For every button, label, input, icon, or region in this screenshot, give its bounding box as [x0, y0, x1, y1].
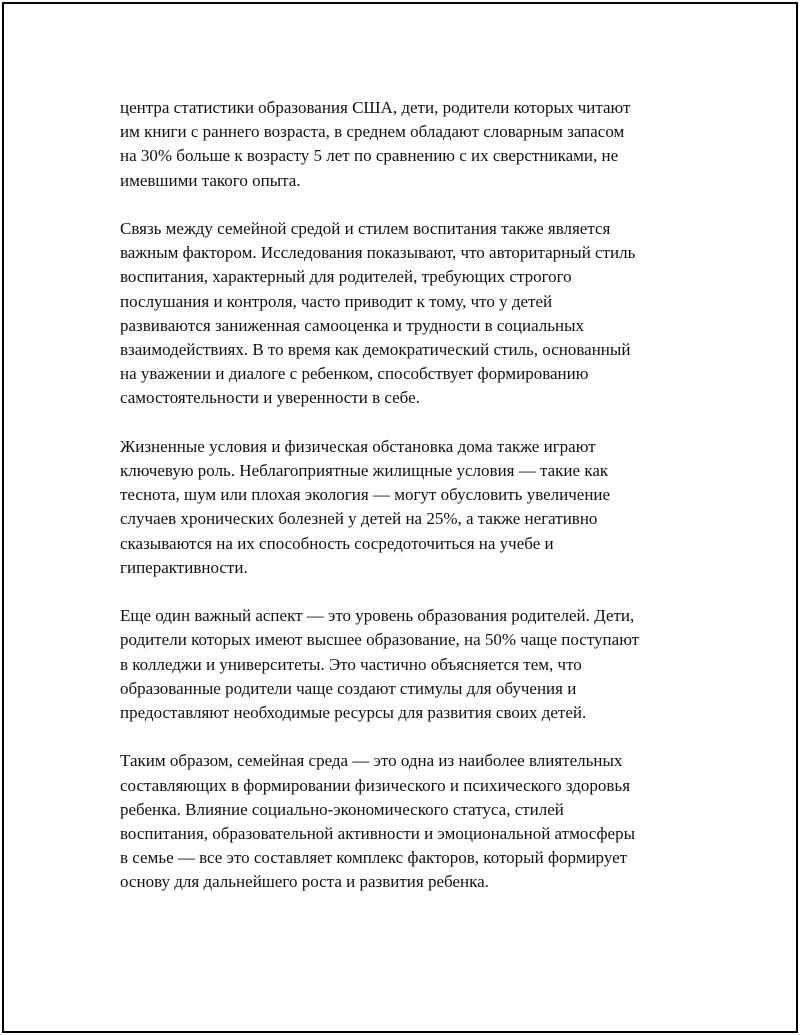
text-line: на 30% больше к возрасту 5 лет по сравнению с их сверстниками, не: [120, 146, 619, 166]
paragraph-1: [120, 96, 690, 193]
text-line: имевшими такого опыта.: [120, 170, 301, 190]
text-line: Таким образом, семейная среда — это одна из наиболее влиятельных: [120, 751, 623, 771]
text-line: составляющих в формировании физического и психического здоровья: [120, 775, 631, 795]
text-line: Еще один важный аспект — это уровень образования родителей. Дети,: [120, 606, 635, 626]
text-line: в колледжи и университеты. Это частично объясняется тем, что: [120, 654, 582, 674]
text-line: предоставляют необходимые ресурсы для развития своих детей.: [120, 703, 587, 723]
document-page: [2, 2, 798, 1033]
text-line: теснота, шум или плохая экология — могут обусловить увеличение: [120, 485, 611, 505]
text-line: гиперактивности.: [120, 557, 248, 577]
text-line: послушания и контроля, часто приводит к тому, что у детей: [120, 291, 553, 311]
text-line: воспитания, характерный для родителей, требующих строгого: [120, 267, 572, 287]
text-line: основу для дальнейшего роста и развития ребенка.: [120, 872, 489, 892]
text-line: ключевую роль. Неблагоприятные жилищные условия — такие как: [120, 461, 609, 481]
paragraph-2: [120, 217, 690, 411]
text-line: в семье — все это составляет комплекс факторов, который формирует: [120, 848, 628, 868]
text-line: им книги с раннего возраста, в среднем обладают словарным запасом: [120, 122, 625, 142]
text-line: центра статистики образования США, дети, родители которых читают: [120, 98, 631, 117]
text-line: важным фактором. Исследования показывают, что авторитарный стиль: [120, 243, 636, 263]
text-line: случаев хронических болезней у детей на 25%, а также негативно: [120, 509, 598, 529]
paragraph-3: [120, 435, 690, 580]
text-line: воспитания, образовательной активности и эмоциональной атмосферы: [120, 824, 635, 844]
document-body: [120, 96, 690, 919]
paragraph-4: [120, 604, 690, 725]
text-line: взаимодействиях. В то время как демократический стиль, основанный: [120, 340, 631, 360]
text-line: Жизненные условия и физическая обстановка дома также играют: [120, 436, 596, 456]
text-line: Связь между семейной средой и стилем воспитания также является: [120, 219, 611, 238]
paragraph-5: [120, 749, 690, 894]
text-line: развиваются заниженная самооценка и трудности в социальных: [120, 315, 585, 335]
text-line: ребенка. Влияние социально-экономического статуса, стилей: [120, 799, 564, 819]
text-line: самостоятельности и уверенности в себе.: [120, 388, 420, 408]
text-line: образованные родители чаще создают стимулы для обучения и: [120, 678, 577, 698]
text-line: на уважении и диалоге с ребенком, способствует формированию: [120, 364, 589, 384]
text-line: родители которых имеют высшее образование, на 50% чаще поступают: [120, 630, 640, 650]
text-line: сказываются на их способность сосредоточиться на учебе и: [120, 533, 554, 553]
